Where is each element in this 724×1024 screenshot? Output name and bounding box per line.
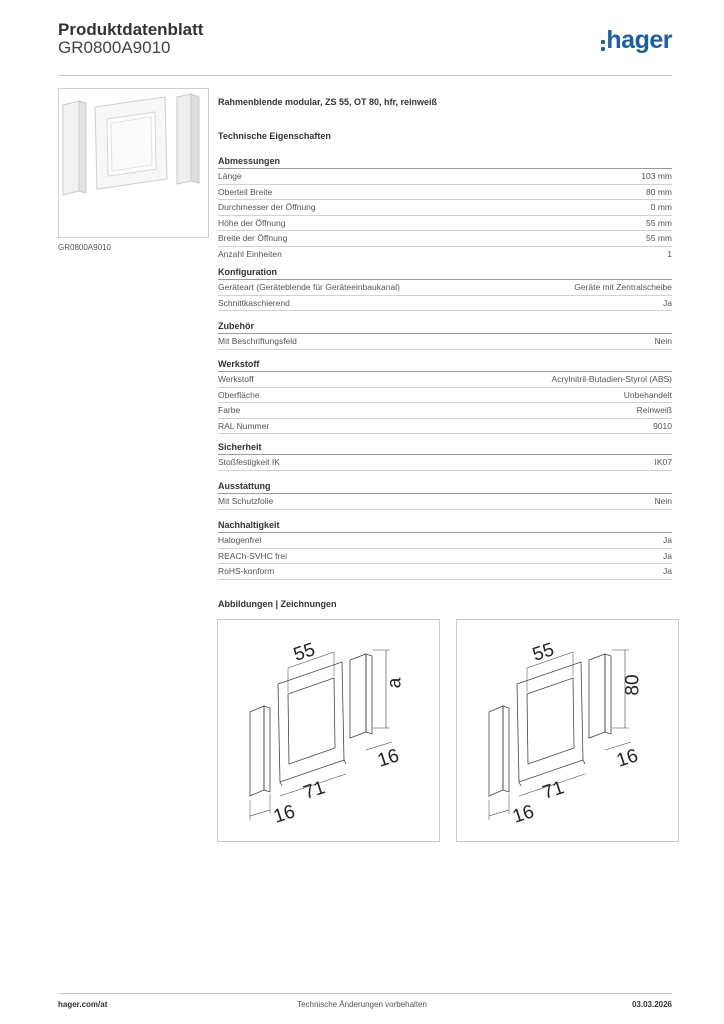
header-divider bbox=[58, 75, 672, 76]
thumbnail-caption: GR0800A9010 bbox=[58, 243, 111, 252]
spec-value: Reinweiß bbox=[636, 405, 672, 416]
spec-label: Mit Beschriftungsfeld bbox=[218, 336, 297, 346]
spec-value: 1 bbox=[667, 248, 672, 259]
spec-row bbox=[218, 403, 672, 419]
footer-disclaimer: Technische Änderungen vorbehalten bbox=[297, 1000, 427, 1009]
spec-row bbox=[218, 419, 672, 435]
technical-drawing-1 bbox=[217, 619, 440, 842]
spec-label: Oberfläche bbox=[218, 389, 260, 400]
footer-divider bbox=[58, 993, 672, 994]
spec-row bbox=[218, 334, 672, 350]
spec-label: Werkstoff bbox=[218, 374, 254, 384]
spec-value: IK07 bbox=[654, 457, 672, 467]
spec-label: Stoßfestigkeit IK bbox=[218, 457, 280, 467]
product-name: Rahmenblende modular, ZS 55, OT 80, hfr, reinweiß bbox=[218, 97, 438, 107]
spec-row bbox=[218, 216, 672, 232]
spec-row bbox=[218, 533, 672, 549]
spec-value: 0 mm bbox=[650, 202, 672, 213]
spec-row bbox=[218, 185, 672, 201]
spec-value: 9010 bbox=[653, 420, 672, 431]
spec-value: 80 mm bbox=[646, 186, 672, 197]
section-nachhaltigkeit bbox=[218, 519, 672, 580]
section-abmessungen bbox=[218, 155, 672, 262]
spec-label: Höhe der Öffnung bbox=[218, 217, 286, 228]
spec-value: Ja bbox=[663, 297, 672, 308]
spec-row bbox=[218, 372, 672, 388]
section-title: Sicherheit bbox=[218, 441, 672, 455]
spec-value: Ja bbox=[663, 535, 672, 545]
spec-value: 55 mm bbox=[646, 217, 672, 228]
spec-value: Ja bbox=[663, 566, 672, 577]
dimension-label: 80 bbox=[622, 674, 644, 696]
spec-label: Länge bbox=[218, 171, 242, 181]
dimension-label: 55 bbox=[530, 639, 557, 666]
logo-colon-icon bbox=[601, 40, 605, 44]
section-ausstattung bbox=[218, 480, 672, 510]
spec-label: Breite der Öffnung bbox=[218, 233, 288, 244]
document-title: Produktdatenblatt bbox=[58, 20, 204, 39]
spec-row bbox=[218, 280, 672, 296]
spec-value: 55 mm bbox=[646, 233, 672, 244]
spec-label: Halogenfrei bbox=[218, 535, 262, 545]
dimension-label: 71 bbox=[301, 777, 328, 804]
product-thumbnail bbox=[58, 88, 209, 238]
dimension-label: 16 bbox=[614, 745, 641, 772]
spec-label: Durchmesser der Öffnung bbox=[218, 202, 316, 213]
spec-row bbox=[218, 494, 672, 510]
spec-row bbox=[218, 169, 672, 185]
spec-row bbox=[218, 388, 672, 404]
spec-value: Geräte mit Zentralscheibe bbox=[574, 282, 672, 292]
section-konfiguration bbox=[218, 266, 672, 311]
section-title: Ausstattung bbox=[218, 480, 672, 494]
section-title: Abmessungen bbox=[218, 155, 672, 169]
spec-value: Ja bbox=[663, 550, 672, 561]
spec-label: RoHS-konform bbox=[218, 566, 275, 577]
spec-row bbox=[218, 564, 672, 580]
spec-label: Mit Schutzfolie bbox=[218, 496, 274, 506]
section-sicherheit bbox=[218, 441, 672, 471]
dimension-label: 55 bbox=[291, 639, 318, 666]
logo-text: hager bbox=[606, 26, 672, 54]
spec-label: REACh-SVHC frei bbox=[218, 550, 287, 561]
hager-logo bbox=[601, 26, 672, 55]
section-title: Zubehör bbox=[218, 320, 672, 334]
section-title: Konfiguration bbox=[218, 266, 672, 280]
section-zubehoer bbox=[218, 320, 672, 350]
spec-label: Schnittkaschierend bbox=[218, 297, 290, 308]
spec-label: Farbe bbox=[218, 405, 241, 416]
dimension-label: 16 bbox=[375, 745, 402, 772]
technical-properties-heading: Technische Eigenschaften bbox=[218, 131, 331, 141]
spec-row bbox=[218, 296, 672, 312]
spec-label: Anzahl Einheiten bbox=[218, 248, 282, 259]
section-werkstoff bbox=[218, 358, 672, 434]
product-code: GR0800A9010 bbox=[58, 38, 171, 57]
dimension-label: 16 bbox=[510, 801, 537, 828]
spec-label: Geräteart (Geräteblende für Geräteeinbaukanal) bbox=[218, 282, 400, 292]
spec-row bbox=[218, 549, 672, 565]
spec-row bbox=[218, 231, 672, 247]
section-title: Werkstoff bbox=[218, 358, 672, 372]
spec-label: RAL Nummer bbox=[218, 420, 270, 431]
footer-website-link[interactable]: hager.com/at bbox=[58, 1000, 108, 1009]
figures-heading: Abbildungen | Zeichnungen bbox=[218, 599, 337, 609]
spec-row bbox=[218, 200, 672, 216]
technical-drawing-2 bbox=[456, 619, 679, 842]
spec-row bbox=[218, 455, 672, 471]
dimension-label: 71 bbox=[540, 777, 567, 804]
spec-value: Nein bbox=[654, 336, 672, 346]
product-image-icon bbox=[59, 89, 208, 237]
spec-value: Nein bbox=[654, 496, 672, 506]
spec-value: Acrylnitril-Butadien-Styrol (ABS) bbox=[551, 374, 672, 384]
section-title: Nachhaltigkeit bbox=[218, 519, 672, 533]
spec-value: 103 mm bbox=[641, 171, 672, 181]
footer-date: 03.03.2026 bbox=[631, 1000, 672, 1009]
dimension-label: a bbox=[384, 677, 406, 689]
dimension-label: 16 bbox=[271, 801, 298, 828]
spec-label: Oberteil Breite bbox=[218, 186, 273, 197]
spec-row bbox=[218, 247, 672, 262]
spec-value: Unbehandelt bbox=[623, 389, 672, 400]
